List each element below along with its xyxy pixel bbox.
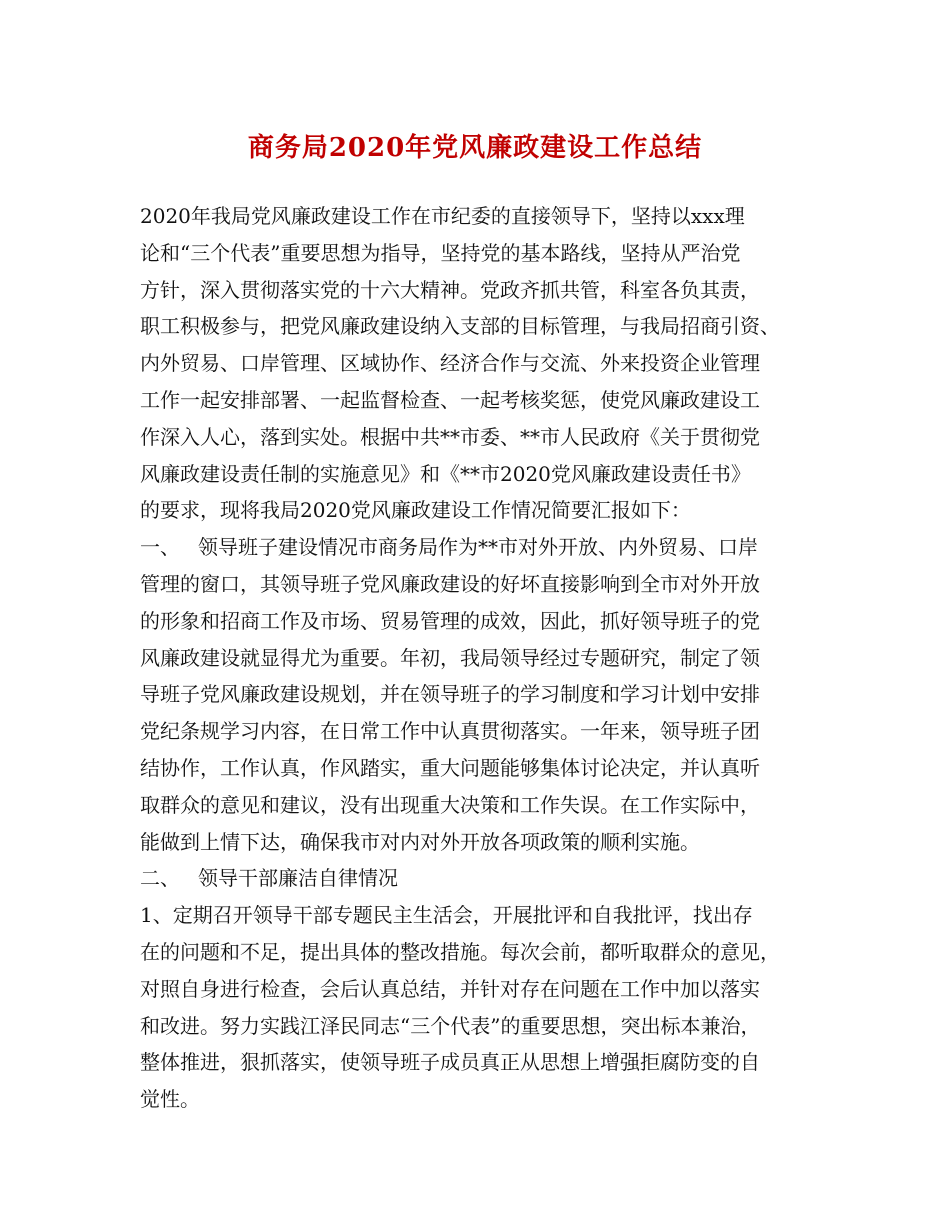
paragraph-line: 觉性。 [140,1087,200,1112]
paragraph-line: 风廉政建设责任制的实施意见》和《**市2020党风廉政建设责任书》 [140,461,751,486]
paragraph-line: 作深入人心，落到实处。根据中共**市委、**市人民政府《关于贯彻党 [140,424,760,449]
document-body [140,198,820,1118]
paragraph-line: 对照自身进行检查，会后认真总结，并针对存在问题在工作中加以落实 [140,976,760,1001]
paragraph-line: 在的问题和不足，提出具体的整改措施。每次会前，都听取群众的意见， [140,939,780,964]
paragraph-line: 内外贸易、口岸管理、区域协作、经济合作与交流、外来投资企业管理 [140,351,760,376]
paragraph-line: 能做到上情下达，确保我市对内对外开放各项政策的顺利实施。 [140,829,700,854]
paragraph-line: 党纪条规学习内容，在日常工作中认真贯彻落实。一年来，领导班子团 [140,719,760,744]
paragraph-line: 的要求，现将我局2020党风廉政建设工作情况简要汇报如下： [140,498,691,523]
paragraph-line: 方针，深入贯彻落实党的十六大精神。党政齐抓共管，科室各负其责， [140,277,760,302]
paragraph-line: 工作一起安排部署、一起监督检查、一起考核奖惩，使党风廉政建设工 [140,387,760,412]
paragraph-line: 导班子党风廉政建设规划，并在领导班子的学习制度和学习计划中安排 [140,682,760,707]
section-marker-one: 一、 [140,535,180,560]
paragraph-line: 1、定期召开领导干部专题民主生活会，开展批评和自我批评，找出存 [140,903,753,928]
paragraph-line: 职工积极参与，把党风廉政建设纳入支部的目标管理，与我局招商引资、 [140,314,780,339]
paragraph-line: 和改进。努力实践江泽民同志“三个代表”的重要思想，突出标本兼治， [140,1013,761,1038]
section-heading-line [140,860,820,897]
paragraph-line: 2020年我局党风廉政建设工作在市纪委的直接领导下，坚持以xxx理 [140,204,745,228]
paragraph-line: 结协作，工作认真，作风踏实，重大问题能够集体讨论决定，并认真听 [140,755,760,780]
paragraph-line: 整体推进，狠抓落实，使领导班子成员真正从思想上增强拒腐防变的自 [140,1050,760,1075]
paragraph-line: 取群众的意见和建议，没有出现重大决策和工作失误。在工作实际中， [140,792,760,817]
paragraph-line: 论和“三个代表”重要思想为指导，坚持党的基本路线，坚持从严治党 [140,240,741,265]
paragraph-line: 的形象和招商工作及市场、贸易管理的成效，因此，抓好领导班子的党 [140,608,760,633]
section-heading-line [140,529,820,566]
section-marker-two: 二、 [140,866,180,891]
paragraph-line: 风廉政建设就显得尤为重要。年初，我局领导经过专题研究，制定了领 [140,645,760,670]
paragraph-line: 管理的窗口，其领导班子党风廉政建设的好坏直接影响到全市对外开放 [140,571,760,596]
section-heading-text: 领导班子建设情况市商务局作为**市对外开放、内外贸易、口岸 [198,535,758,560]
document-title: 商务局2020年党风廉政建设工作总结 [247,133,703,163]
section-heading-text: 领导干部廉洁自律情况 [198,866,398,891]
